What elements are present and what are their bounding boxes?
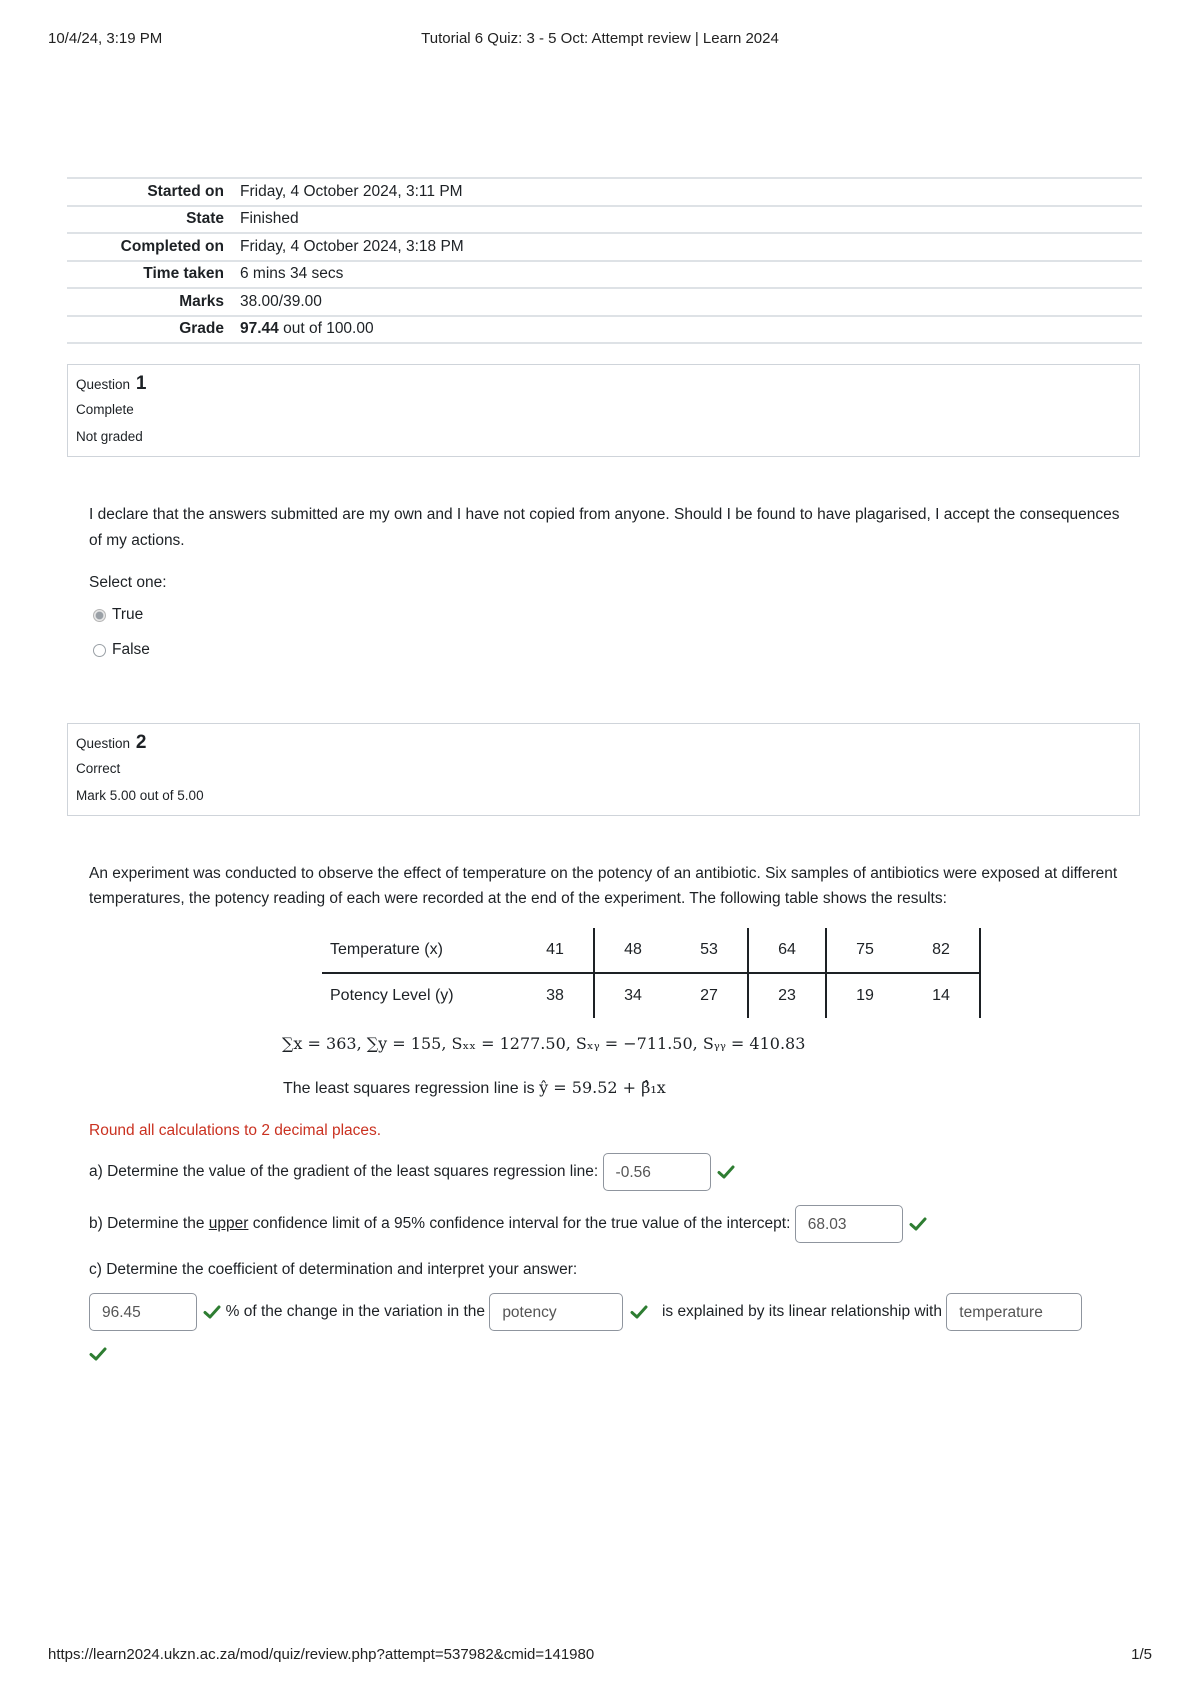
question-grade: Not graded [76, 429, 143, 444]
data-table [322, 928, 981, 1018]
regline-text: The least squares regression line is [283, 1080, 535, 1097]
table-row-potency [322, 973, 980, 1018]
rounding-instruction: Round all calculations to 2 decimal places. [89, 1122, 382, 1139]
summary-row-grade [67, 316, 1142, 344]
regline-equation: ŷ = 59.52 + β̂₁x [539, 1078, 666, 1097]
correct-check-icon [630, 1303, 648, 1321]
row-header: Potency Level (y) [330, 987, 454, 1004]
summary-label: Marks [179, 292, 224, 310]
summary-label: Grade [179, 320, 224, 338]
table-cell: 34 [624, 987, 642, 1004]
radio-checked-icon[interactable] [93, 609, 106, 622]
gradient-answer-input[interactable]: -0.56 [603, 1153, 711, 1191]
question-number-value: 2 [135, 732, 147, 753]
table-cell: 38 [517, 973, 594, 1018]
part-c-text: c) Determine the coefficient of determination and interpret your answer: [89, 1261, 578, 1278]
print-url: https://learn2024.ukzn.ac.za/mod/quiz/review.php?attempt=537982&cmid=141980 [48, 1646, 595, 1663]
summary-row-time [67, 261, 1142, 289]
summary-value: Friday, 4 October 2024, 3:11 PM [240, 182, 463, 200]
part-b-text-pre: b) Determine the [89, 1215, 205, 1233]
summary-label: Started on [147, 182, 224, 200]
summary-value: 38.00/39.00 [240, 292, 322, 310]
part-a-text: a) Determine the value of the gradient of the least squares regression line: [89, 1163, 599, 1181]
radio-unchecked-icon[interactable] [93, 644, 106, 657]
summary-row-marks [67, 288, 1142, 316]
question-text: I declare that the answers submitted are my own and I have not copied from anyone. Should I be found to have plagarised, I accept the consequences of my actions. [89, 506, 1120, 549]
explanatory-variable-input[interactable]: temperature [946, 1293, 1082, 1331]
question-state: Correct [76, 761, 121, 776]
part-c-answers [89, 1293, 1082, 1331]
summary-row-started [67, 178, 1142, 206]
print-datetime: 10/4/24, 3:19 PM [48, 30, 163, 47]
option-label: True [112, 606, 144, 623]
correct-check-icon [717, 1163, 735, 1181]
summary-row-completed [67, 233, 1142, 261]
table-cell: 82 [903, 928, 980, 973]
grade-value: 97.44 [240, 320, 279, 338]
regression-line-statement [283, 1078, 666, 1098]
table-cell: 41 [517, 928, 594, 973]
part-a [89, 1153, 735, 1191]
table-cell: 19 [826, 973, 903, 1018]
question-2-info [67, 723, 1140, 816]
question-label: Question [76, 377, 131, 392]
upper-limit-answer-input[interactable]: 68.03 [795, 1205, 903, 1243]
summary-statistics-formula: ∑x = 363, ∑y = 155, Sₓₓ = 1277.50, Sₓᵧ = −711.50, Sᵧᵧ = 410.83 [282, 1034, 806, 1053]
question-label: Question [76, 736, 131, 751]
summary-label: Completed on [120, 237, 224, 255]
table-cell: 53 [671, 928, 748, 973]
question-grade: Mark 5.00 out of 5.00 [76, 788, 204, 803]
table-cell: 75 [826, 928, 903, 973]
select-prompt: Select one: [89, 574, 167, 591]
correct-check-icon [909, 1215, 927, 1233]
print-page-number: 1/5 [1131, 1646, 1152, 1663]
correct-check-icon [89, 1345, 107, 1368]
option-true[interactable] [89, 600, 1129, 630]
table-cell: 14 [903, 973, 980, 1018]
row-header: Temperature (x) [322, 928, 517, 973]
print-page-title: Tutorial 6 Quiz: 3 - 5 Oct: Attempt review | Learn 2024 [421, 30, 779, 47]
part-c-mid-text-2: is explained by its linear relationship with [661, 1303, 942, 1321]
grade-out-of: out of 100.00 [283, 320, 374, 338]
summary-value: Friday, 4 October 2024, 3:18 PM [240, 237, 464, 255]
summary-value [240, 316, 1142, 344]
part-c-mid-text-1: % of the change in the variation in the [225, 1303, 485, 1321]
table-cell: 48 [594, 928, 671, 973]
summary-value: Finished [240, 210, 299, 228]
question-number [76, 373, 1131, 396]
part-b-text-post: confidence limit of a 95% confidence interval for the true value of the intercept: [252, 1215, 791, 1233]
question-number-value: 1 [135, 373, 147, 394]
option-false[interactable] [89, 635, 1129, 665]
table-row-temperature [322, 928, 980, 973]
correct-check-icon [203, 1303, 221, 1321]
question-1-info [67, 364, 1140, 457]
question-1-content [89, 502, 1129, 665]
question-number [76, 732, 1131, 755]
table-cell: 64 [748, 928, 826, 973]
determination-answer-input[interactable]: 96.45 [89, 1293, 197, 1331]
response-variable-input[interactable]: potency [489, 1293, 623, 1331]
question-state: Complete [76, 402, 134, 417]
print-header [48, 30, 1152, 50]
table-cell: 23 [778, 987, 796, 1004]
summary-value: 6 mins 34 secs [240, 265, 344, 283]
summary-label: Time taken [143, 265, 224, 283]
part-b [89, 1205, 927, 1243]
part-b-text-underline: upper [208, 1215, 249, 1233]
attempt-summary-table [67, 177, 1142, 344]
table-cell: 27 [671, 973, 748, 1018]
question-2-text: An experiment was conducted to observe the effect of temperature on the potency of an antibiotic. Six samples of antibiotics were exposed at different temperatures, the potency reading of each were recorded at the end of the experiment. The following table shows the results: [89, 865, 1118, 907]
summary-label: State [186, 210, 224, 228]
option-label: False [112, 641, 150, 658]
summary-row-state [67, 206, 1142, 234]
print-footer [48, 1646, 1152, 1666]
